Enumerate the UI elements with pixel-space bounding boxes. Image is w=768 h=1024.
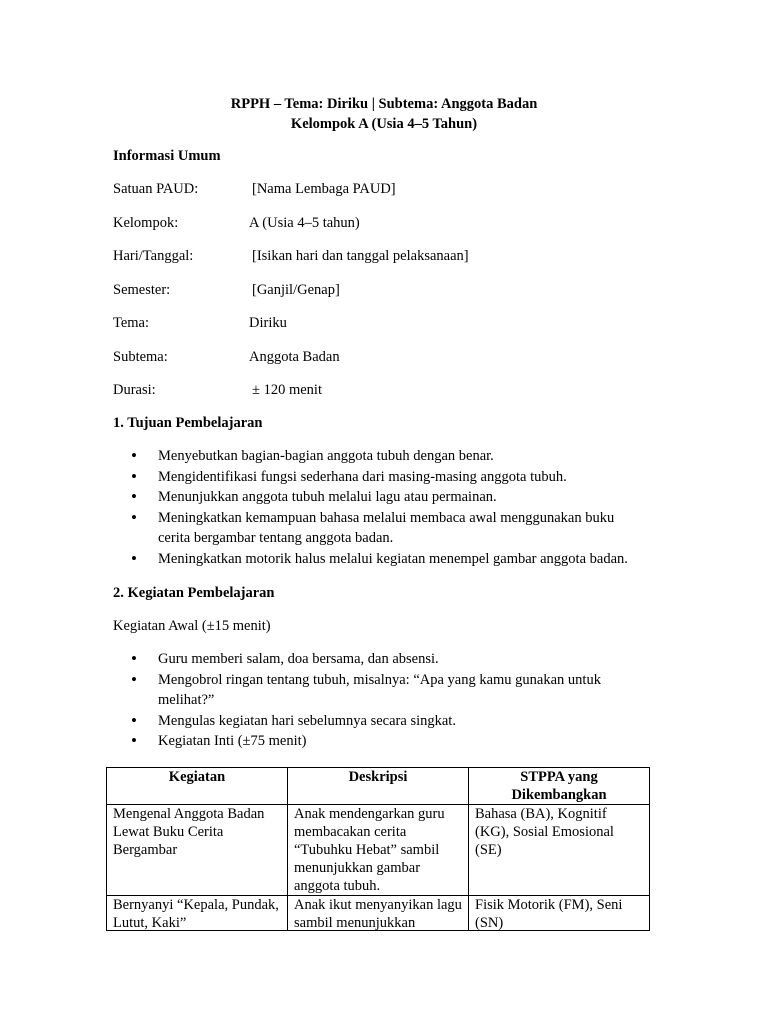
kegiatan-heading: 2. Kegiatan Pembelajaran xyxy=(113,585,275,601)
list-item: • Mengobrol ringan tentang tubuh, misalnya: “Apa yang kamu gunakan untuk melihat?” xyxy=(113,670,628,711)
table-cell-kegiatan xyxy=(107,896,288,931)
info-heading: Informasi Umum xyxy=(113,148,221,164)
kegiatan-awal-label: Kegiatan Awal (±15 menit) xyxy=(113,618,271,634)
info-value-semester: [Ganjil/Genap] xyxy=(252,282,340,298)
info-value-satuan: [Nama Lembaga PAUD] xyxy=(252,181,396,197)
table-header-stppa: STPPA yang Dikembangkan xyxy=(469,768,650,805)
kegiatan-table xyxy=(106,767,650,931)
info-label-tema: Tema: xyxy=(113,315,150,331)
table-header-kegiatan: Kegiatan xyxy=(107,768,288,805)
title-line-2: Kelompok A (Usia 4–5 Tahun) xyxy=(290,116,478,132)
info-value-subtema: Anggota Badan xyxy=(249,349,340,365)
list-item: • Mengulas kegiatan hari sebelumnya secara singkat. xyxy=(113,711,673,732)
list-item: • Mengidentifikasi fungsi sederhana dari masing-masing anggota tubuh. xyxy=(113,467,673,488)
table-cell-stppa: Bahasa (BA), Kognitif (KG), Sosial Emosional (SE) xyxy=(469,805,650,896)
cell-text: Anak ikut menyanyikan lagu sambil menunjukkan xyxy=(294,897,462,930)
table-cell-deskripsi xyxy=(288,896,469,931)
table-header-deskripsi: Deskripsi xyxy=(288,768,469,805)
info-label-satuan: Satuan PAUD: xyxy=(113,181,199,197)
info-value-hari: [Isikan hari dan tanggal pelaksanaan] xyxy=(252,248,469,264)
info-value-tema: Diriku xyxy=(249,315,287,331)
list-item: • Guru memberi salam, doa bersama, dan absensi. xyxy=(113,649,673,670)
kegiatan-list xyxy=(113,649,673,752)
info-value-durasi: ± 120 menit xyxy=(252,382,322,398)
title-line-1: RPPH – Tema: Diriku | Subtema: Anggota Badan xyxy=(230,96,538,112)
table-cell-deskripsi: Anak mendengarkan guru membacakan cerita “Tubuhku Hebat” sambil menunjukkan gambar anggota tubuh. xyxy=(288,805,469,896)
info-label-kelompok: Kelompok: xyxy=(113,215,179,231)
list-item: • Menunjukkan anggota tubuh melalui lagu atau permainan. xyxy=(113,487,673,508)
tujuan-list xyxy=(113,446,673,569)
table-row xyxy=(107,805,650,896)
document-title xyxy=(0,94,768,134)
list-item: • Meningkatkan motorik halus melalui kegiatan menempel gambar anggota badan. xyxy=(113,549,673,570)
table-cell-kegiatan: Mengenal Anggota Badan Lewat Buku Cerita Bergambar xyxy=(107,805,288,896)
tujuan-heading: 1. Tujuan Pembelajaran xyxy=(113,415,263,431)
table-row xyxy=(107,896,650,931)
list-item: • Kegiatan Inti (±75 menit) xyxy=(113,731,673,752)
table-cell-stppa xyxy=(469,896,650,931)
table-header-row xyxy=(107,768,650,805)
info-value-kelompok: A (Usia 4–5 tahun) xyxy=(249,215,360,231)
list-item: • Menyebutkan bagian-bagian anggota tubuh dengan benar. xyxy=(113,446,673,467)
info-label-subtema: Subtema: xyxy=(113,349,168,365)
cell-text: Bernyanyi “Kepala, Pundak, Lutut, Kaki” xyxy=(113,897,279,930)
info-label-durasi: Durasi: xyxy=(113,382,156,398)
cell-text: Fisik Motorik (FM), Seni (SN) xyxy=(475,897,623,930)
list-item: • Meningkatkan kemampuan bahasa melalui membaca awal menggunakan buku cerita bergambar tentang anggota badan. xyxy=(113,508,648,549)
info-label-hari: Hari/Tanggal: xyxy=(113,248,194,264)
info-label-semester: Semester: xyxy=(113,282,171,298)
